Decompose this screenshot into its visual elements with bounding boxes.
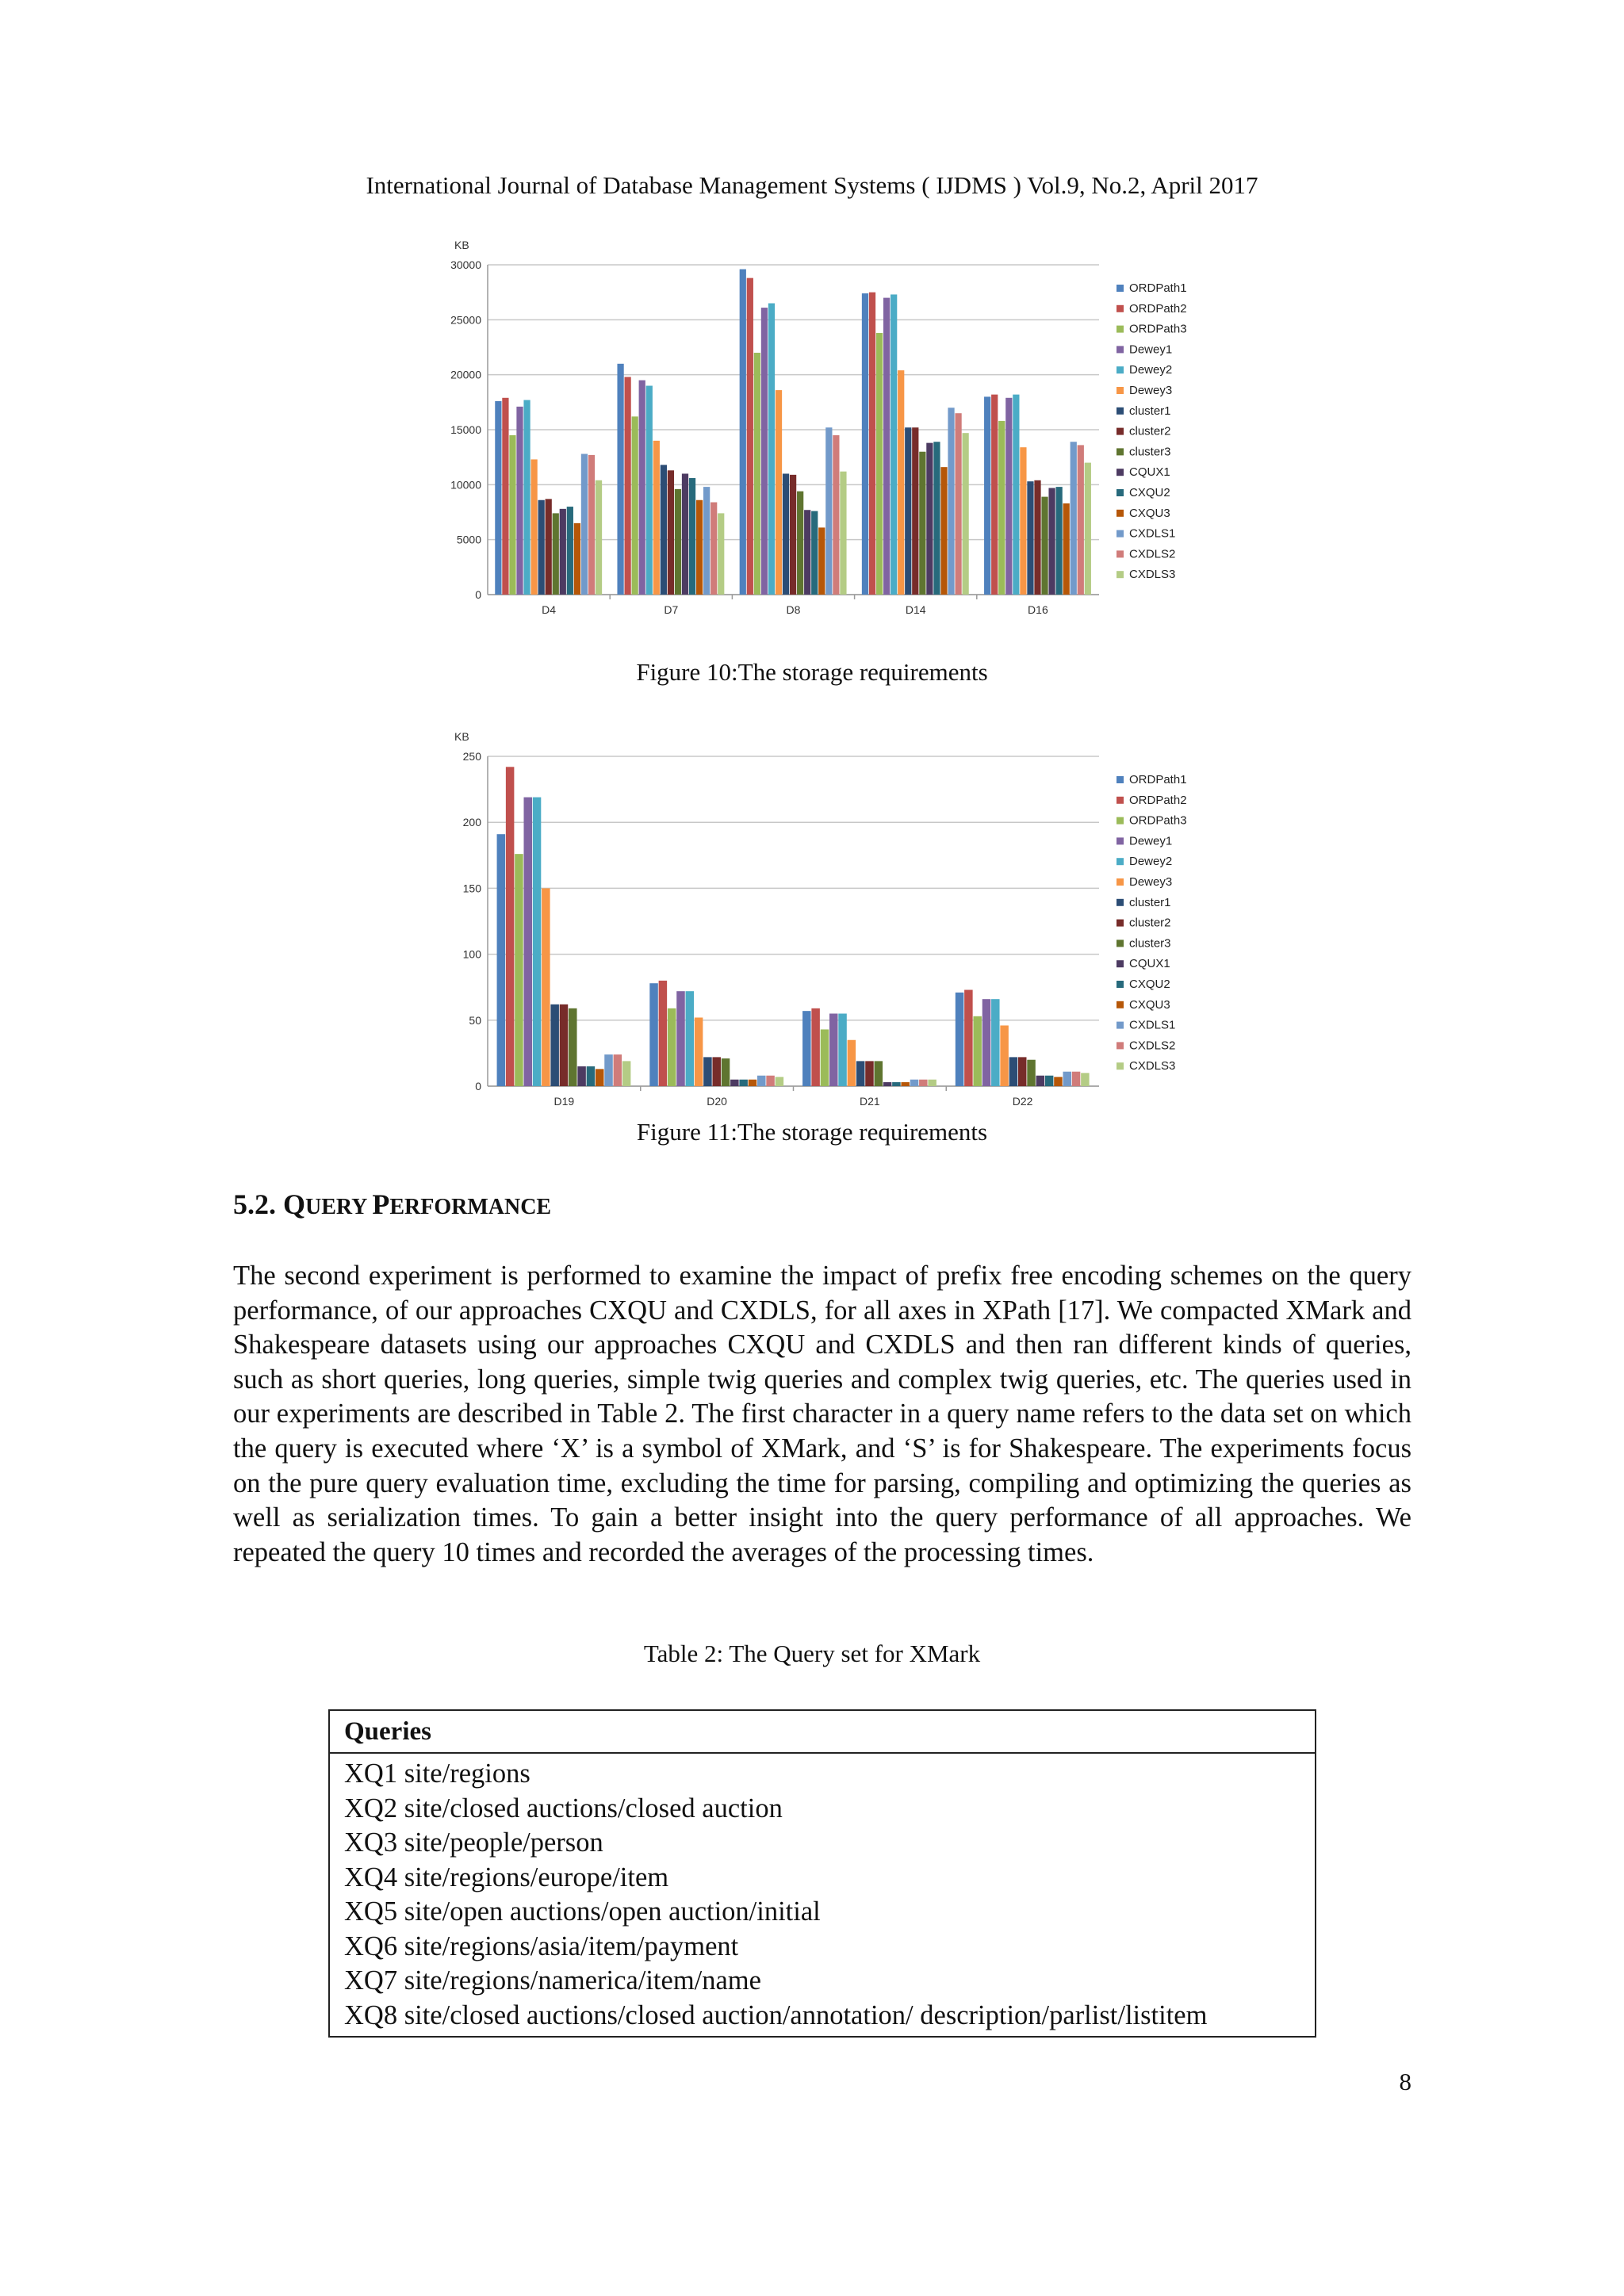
fig10-bar-D8-CXDLS2 bbox=[833, 435, 839, 595]
fig11-bar-D20-ORDPath2 bbox=[659, 981, 668, 1086]
fig10-bar-D14-CXDLS2 bbox=[955, 413, 961, 595]
figure-11-svg bbox=[444, 728, 1205, 1124]
fig10-bar-D16-Dewey2 bbox=[1013, 395, 1019, 595]
fig11-y-tick-label: 250 bbox=[462, 750, 481, 763]
table-caption: Table 2: The Query set for XMark bbox=[643, 1640, 981, 1667]
fig10-legend-swatch-CXDLS3 bbox=[1116, 571, 1124, 578]
fig11-legend-entry-Dewey1: Dewey1 bbox=[1129, 834, 1173, 848]
fig11-bar-D21-ORDPath1 bbox=[802, 1011, 811, 1086]
fig11-legend-swatch-CQUX1 bbox=[1116, 960, 1124, 967]
fig10-bar-D7-Dewey1 bbox=[639, 381, 645, 595]
fig11-bar-D21-cluster3 bbox=[875, 1061, 883, 1086]
fig10-legend-swatch-cluster2 bbox=[1116, 428, 1124, 435]
fig11-legend-entry-cluster1: cluster1 bbox=[1129, 895, 1171, 909]
fig11-legend-entry-CXQU2: CXQU2 bbox=[1129, 978, 1170, 991]
fig11-bar-D22-CXQU3 bbox=[1054, 1077, 1063, 1086]
fig11-bar-D22-cluster1 bbox=[1009, 1057, 1018, 1086]
fig11-bar-D21-ORDPath2 bbox=[811, 1008, 820, 1086]
fig10-bar-D14-Dewey1 bbox=[883, 298, 890, 595]
fig11-bar-D19-Dewey1 bbox=[523, 798, 532, 1086]
fig10-bar-D4-CXQU2 bbox=[567, 507, 573, 595]
fig11-y-unit-label: KB bbox=[454, 730, 469, 743]
fig11-bar-D19-CQUX1 bbox=[577, 1066, 586, 1086]
fig10-x-tick-label: D7 bbox=[664, 603, 679, 616]
fig10-bar-D4-CXDLS1 bbox=[581, 454, 588, 595]
fig10-bar-D4-Dewey1 bbox=[516, 407, 523, 595]
fig10-y-unit-label: KB bbox=[454, 239, 469, 251]
fig11-bar-D19-CXDLS3 bbox=[622, 1061, 631, 1086]
fig10-legend-swatch-ORDPath1 bbox=[1116, 285, 1124, 292]
fig10-legend-entry-cluster3: cluster3 bbox=[1129, 445, 1171, 459]
fig10-bar-D14-cluster3 bbox=[919, 452, 925, 595]
fig10-bar-D16-CXDLS2 bbox=[1078, 445, 1084, 595]
fig10-bar-D16-Dewey3 bbox=[1020, 447, 1026, 595]
fig10-bar-D7-CQUX1 bbox=[682, 473, 688, 595]
figure-11-chart bbox=[444, 728, 1205, 1124]
fig10-bar-D7-CXDLS2 bbox=[710, 503, 717, 595]
fig11-bar-D19-Dewey2 bbox=[533, 798, 542, 1086]
fig10-bar-D4-ORDPath1 bbox=[495, 401, 501, 595]
fig10-legend-entry-Dewey3: Dewey3 bbox=[1129, 384, 1173, 397]
page-number: 8 bbox=[1399, 2068, 1411, 2095]
fig10-bar-D7-CXQU3 bbox=[696, 500, 703, 595]
fig11-bar-D22-CXDLS1 bbox=[1063, 1072, 1072, 1086]
fig10-bar-D8-ORDPath1 bbox=[740, 270, 746, 595]
fig10-x-tick-label: D8 bbox=[786, 603, 801, 616]
fig10-bar-D7-Dewey2 bbox=[646, 386, 653, 595]
fig10-y-tick-label: 25000 bbox=[450, 313, 481, 327]
fig11-bar-D19-ORDPath1 bbox=[497, 834, 506, 1086]
fig10-bar-D8-Dewey3 bbox=[776, 390, 782, 595]
fig11-legend-swatch-CXDLS3 bbox=[1116, 1062, 1124, 1070]
fig11-bar-D21-CXDLS2 bbox=[919, 1080, 928, 1086]
fig11-legend-swatch-CXQU3 bbox=[1116, 1001, 1124, 1008]
fig11-bar-D20-CXDLS3 bbox=[776, 1077, 784, 1086]
fig11-y-tick-label: 100 bbox=[462, 947, 481, 961]
fig11-bar-D20-Dewey3 bbox=[695, 1017, 703, 1086]
fig11-bar-D20-CXQU3 bbox=[749, 1080, 757, 1086]
fig10-bar-D4-Dewey3 bbox=[530, 459, 537, 595]
fig11-bar-D20-CXQU2 bbox=[739, 1080, 748, 1086]
fig10-legend-entry-CXQU2: CXQU2 bbox=[1129, 486, 1170, 499]
fig11-bar-D22-Dewey1 bbox=[982, 999, 991, 1086]
fig11-bar-D21-CXDLS3 bbox=[928, 1080, 936, 1086]
fig11-bar-D19-Dewey3 bbox=[542, 888, 550, 1086]
fig10-x-tick-label: D16 bbox=[1028, 603, 1048, 616]
table-cell: XQ6 site/regions/asia/item/payment bbox=[329, 1930, 1316, 1965]
fig11-bar-D21-Dewey3 bbox=[848, 1040, 856, 1086]
table-row bbox=[329, 1753, 1316, 1792]
fig10-legend-swatch-cluster1 bbox=[1116, 408, 1124, 415]
fig11-legend-entry-CQUX1: CQUX1 bbox=[1129, 957, 1170, 971]
fig11-legend-swatch-CXQU2 bbox=[1116, 981, 1124, 988]
fig10-bar-D14-CXQU3 bbox=[940, 467, 947, 595]
fig10-bar-D14-Dewey2 bbox=[891, 294, 897, 595]
fig11-legend-entry-ORDPath3: ORDPath3 bbox=[1129, 813, 1187, 828]
body-paragraph: The second experiment is performed to examine the impact of prefix free encoding schemes on the query performance, of our approaches CXQU and CXDLS, for all axes in XPath [17]. We compacted XMark and Shakespeare datasets using our approaches CXQU and CXDLS and then ran different kinds of queries, such as short queries, long queries, simple twig queries and complex twig queries, etc. The queries used in our experiments are described in Table 2. The first character in a query name refers to the data set on which the query is executed where ‘X’ is a symbol of XMark, and ‘S’ is for Shakespeare. The experiments focus on the pure query evaluation time, excluding the time for parsing, compiling and optimizing the queries as well as serialization times. To gain a better insight into the query performance of all approaches. We repeated the query 10 times and recorded the averages of the processing times. bbox=[233, 1261, 1411, 1567]
fig10-bar-D4-cluster1 bbox=[538, 500, 545, 595]
fig10-bar-D14-CQUX1 bbox=[926, 443, 933, 595]
fig10-legend-entry-CQUX1: CQUX1 bbox=[1129, 465, 1170, 480]
table-row bbox=[329, 1792, 1316, 1827]
fig10-x-tick-label: D14 bbox=[905, 603, 926, 616]
fig11-y-tick-label: 200 bbox=[462, 816, 481, 829]
fig10-legend-swatch-CXQU2 bbox=[1116, 489, 1124, 496]
fig11-legend-entry-CXDLS1: CXDLS1 bbox=[1129, 1018, 1176, 1032]
fig10-legend-entry-cluster2: cluster2 bbox=[1129, 424, 1171, 438]
fig11-bar-D19-ORDPath2 bbox=[506, 767, 515, 1086]
fig10-bar-D7-CXQU2 bbox=[689, 478, 695, 595]
fig10-bar-D8-cluster3 bbox=[797, 492, 803, 595]
fig11-legend-swatch-ORDPath1 bbox=[1116, 776, 1124, 783]
fig10-bar-D4-CXDLS2 bbox=[588, 455, 595, 595]
fig10-bar-D7-CXDLS1 bbox=[703, 487, 710, 595]
fig10-x-tick-label: D4 bbox=[542, 603, 557, 616]
query-table bbox=[328, 1709, 1316, 2038]
fig10-y-tick-label: 0 bbox=[475, 588, 481, 601]
fig10-bar-D8-CXDLS1 bbox=[825, 427, 832, 595]
fig10-legend-swatch-Dewey1 bbox=[1116, 346, 1124, 353]
fig11-bar-D20-CXDLS1 bbox=[757, 1076, 766, 1086]
fig11-x-tick-label: D22 bbox=[1012, 1095, 1033, 1108]
fig10-legend-entry-cluster1: cluster1 bbox=[1129, 404, 1171, 418]
fig10-bar-D14-ORDPath3 bbox=[876, 333, 883, 595]
fig10-bar-D8-ORDPath3 bbox=[754, 353, 760, 595]
fig11-legend-swatch-cluster2 bbox=[1116, 920, 1124, 927]
fig11-bar-D20-ORDPath3 bbox=[668, 1008, 676, 1086]
fig11-legend-swatch-cluster3 bbox=[1116, 939, 1124, 947]
fig10-bar-D14-cluster1 bbox=[905, 427, 911, 595]
fig10-bar-D14-CXDLS3 bbox=[963, 433, 969, 595]
fig11-legend-entry-CXQU3: CXQU3 bbox=[1129, 997, 1170, 1012]
fig10-bar-D4-ORDPath2 bbox=[502, 398, 508, 595]
fig11-bar-D20-ORDPath1 bbox=[649, 983, 658, 1086]
fig11-legend-entry-CXDLS2: CXDLS2 bbox=[1129, 1039, 1176, 1053]
fig10-bar-D8-CQUX1 bbox=[804, 510, 810, 595]
fig11-legend-swatch-cluster1 bbox=[1116, 899, 1124, 906]
fig10-bar-D14-Dewey3 bbox=[898, 370, 904, 595]
fig10-bar-D16-ORDPath1 bbox=[984, 396, 990, 595]
figure-10-svg bbox=[444, 236, 1205, 633]
fig11-bar-D22-CXDLS2 bbox=[1072, 1072, 1081, 1086]
fig10-bar-D7-cluster2 bbox=[668, 470, 674, 595]
table-row bbox=[329, 1895, 1316, 1930]
fig10-y-tick-label: 10000 bbox=[450, 478, 481, 492]
fig11-bar-D19-cluster3 bbox=[569, 1008, 577, 1086]
table-cell: XQ1 site/regions bbox=[329, 1753, 1316, 1792]
fig11-bar-D21-CQUX1 bbox=[883, 1082, 892, 1086]
table-cell: XQ8 site/closed auctions/closed auction/annotation/ description/parlist/listitem bbox=[329, 1999, 1316, 2038]
fig11-bar-D21-Dewey2 bbox=[838, 1013, 847, 1086]
fig10-bar-D7-ORDPath1 bbox=[617, 364, 623, 595]
fig10-bar-D4-Dewey2 bbox=[523, 400, 530, 595]
fig10-bar-D8-CXQU2 bbox=[811, 511, 818, 595]
fig10-bar-D4-CXDLS3 bbox=[596, 480, 602, 595]
fig11-bar-D21-CXDLS1 bbox=[910, 1080, 919, 1086]
fig11-y-tick-label: 0 bbox=[475, 1080, 481, 1093]
fig10-bar-D4-CQUX1 bbox=[560, 509, 566, 595]
section-title-q: Q bbox=[283, 1188, 306, 1220]
section-title-uery: UERY bbox=[305, 1195, 373, 1219]
fig10-legend-swatch-ORDPath3 bbox=[1116, 326, 1124, 333]
fig11-legend-entry-ORDPath2: ORDPath2 bbox=[1129, 793, 1187, 807]
running-header: International Journal of Database Management Systems ( IJDMS ) Vol.9, No.2, April 2017 bbox=[366, 171, 1258, 199]
fig11-bar-D19-CXDLS2 bbox=[614, 1054, 622, 1086]
fig11-legend-entry-ORDPath1: ORDPath1 bbox=[1129, 773, 1187, 786]
figure-11-caption: Figure 11:The storage requirements bbox=[636, 1118, 988, 1146]
fig10-legend-entry-ORDPath3: ORDPath3 bbox=[1129, 322, 1187, 336]
fig10-legend-swatch-cluster3 bbox=[1116, 448, 1124, 455]
fig10-bar-D8-cluster1 bbox=[783, 473, 789, 595]
fig11-y-tick-label: 50 bbox=[469, 1013, 481, 1027]
fig11-bar-D20-Dewey2 bbox=[686, 991, 695, 1086]
fig10-bar-D8-CXDLS3 bbox=[840, 472, 846, 595]
section-title-erformance: ERFORMANCE bbox=[389, 1195, 552, 1219]
fig10-bar-D7-CXDLS3 bbox=[718, 513, 724, 595]
fig11-x-tick-label: D19 bbox=[553, 1095, 575, 1108]
fig11-bar-D22-ORDPath3 bbox=[973, 1016, 982, 1086]
fig10-bar-D8-CXQU3 bbox=[818, 527, 825, 595]
section-number: 5.2. bbox=[233, 1188, 283, 1220]
fig11-bar-D19-ORDPath3 bbox=[515, 854, 523, 1086]
fig10-legend-swatch-Dewey2 bbox=[1116, 366, 1124, 373]
fig10-bar-D4-cluster2 bbox=[546, 499, 552, 595]
fig11-bar-D19-cluster1 bbox=[550, 1004, 559, 1086]
fig11-bar-D21-CXQU2 bbox=[892, 1082, 901, 1086]
fig11-bar-D20-cluster1 bbox=[703, 1057, 712, 1086]
fig10-legend-entry-CXDLS2: CXDLS2 bbox=[1129, 547, 1176, 561]
fig10-legend-entry-ORDPath2: ORDPath2 bbox=[1129, 301, 1187, 316]
fig10-bar-D14-ORDPath2 bbox=[869, 293, 875, 595]
figure-10-chart bbox=[444, 236, 1205, 633]
fig10-bar-D16-Dewey1 bbox=[1005, 398, 1012, 595]
fig11-bar-D22-CQUX1 bbox=[1036, 1076, 1045, 1086]
fig10-bar-D16-CXQU2 bbox=[1056, 487, 1063, 595]
table-cell: XQ4 site/regions/europe/item bbox=[329, 1861, 1316, 1896]
fig10-legend-swatch-CXQU3 bbox=[1116, 510, 1124, 517]
section-title-p: P bbox=[372, 1188, 390, 1220]
fig11-bar-D20-CXDLS2 bbox=[766, 1076, 775, 1086]
fig11-bar-D19-cluster2 bbox=[560, 1004, 569, 1086]
fig11-bar-D20-cluster3 bbox=[722, 1058, 730, 1086]
section-heading bbox=[233, 1188, 551, 1221]
fig11-bar-D19-CXQU2 bbox=[587, 1066, 596, 1086]
fig10-bar-D16-cluster3 bbox=[1041, 497, 1048, 595]
fig11-legend-swatch-Dewey3 bbox=[1116, 878, 1124, 886]
fig10-bar-D8-ORDPath2 bbox=[747, 278, 753, 595]
fig10-legend-swatch-Dewey3 bbox=[1116, 387, 1124, 394]
fig11-x-tick-label: D21 bbox=[860, 1095, 880, 1108]
fig11-legend-entry-CXDLS3: CXDLS3 bbox=[1129, 1059, 1176, 1073]
fig10-legend-entry-Dewey2: Dewey2 bbox=[1129, 363, 1173, 377]
fig10-y-tick-label: 15000 bbox=[450, 423, 481, 436]
fig10-legend-entry-CXDLS1: CXDLS1 bbox=[1129, 526, 1176, 541]
fig11-bar-D22-ORDPath1 bbox=[956, 993, 964, 1086]
fig11-bar-D22-cluster2 bbox=[1018, 1057, 1027, 1086]
fig10-bar-D7-ORDPath3 bbox=[632, 416, 638, 595]
table-row bbox=[329, 1930, 1316, 1965]
fig10-bar-D7-cluster1 bbox=[661, 465, 667, 595]
fig10-legend-swatch-CQUX1 bbox=[1116, 469, 1124, 476]
table-cell: XQ5 site/open auctions/open auction/initial bbox=[329, 1895, 1316, 1930]
fig10-bar-D7-cluster3 bbox=[675, 489, 681, 595]
fig10-bar-D14-CXQU2 bbox=[933, 442, 940, 595]
fig11-legend-swatch-Dewey2 bbox=[1116, 858, 1124, 865]
fig10-bar-D4-ORDPath3 bbox=[509, 435, 515, 595]
fig10-bar-D16-ORDPath3 bbox=[998, 421, 1005, 595]
fig11-bar-D22-Dewey2 bbox=[991, 999, 1000, 1086]
fig11-bar-D22-CXQU2 bbox=[1045, 1076, 1054, 1086]
fig11-legend-swatch-CXDLS2 bbox=[1116, 1042, 1124, 1049]
fig10-bar-D14-cluster2 bbox=[912, 427, 918, 595]
fig10-bar-D8-cluster2 bbox=[790, 475, 796, 595]
fig11-bar-D20-CQUX1 bbox=[730, 1080, 739, 1086]
fig10-y-tick-label: 30000 bbox=[450, 258, 481, 271]
fig10-legend-swatch-CXDLS2 bbox=[1116, 550, 1124, 557]
fig11-y-tick-label: 150 bbox=[462, 882, 481, 895]
fig11-legend-entry-Dewey3: Dewey3 bbox=[1129, 875, 1173, 889]
fig10-legend-entry-Dewey1: Dewey1 bbox=[1129, 342, 1173, 357]
fig11-bar-D19-CXDLS1 bbox=[604, 1054, 613, 1086]
fig11-bar-D21-cluster1 bbox=[856, 1061, 865, 1086]
fig11-legend-swatch-ORDPath2 bbox=[1116, 797, 1124, 804]
fig10-legend-swatch-CXDLS1 bbox=[1116, 530, 1124, 538]
fig10-bar-D16-ORDPath2 bbox=[991, 395, 998, 595]
fig10-bar-D16-CXQU3 bbox=[1063, 503, 1070, 595]
fig11-bar-D22-CXDLS3 bbox=[1081, 1073, 1090, 1086]
fig10-legend-entry-ORDPath1: ORDPath1 bbox=[1129, 281, 1187, 295]
fig10-bar-D16-cluster1 bbox=[1027, 481, 1033, 595]
table-cell: XQ3 site/people/person bbox=[329, 1826, 1316, 1861]
fig10-legend-swatch-ORDPath2 bbox=[1116, 305, 1124, 312]
fig11-bar-D21-ORDPath3 bbox=[821, 1029, 829, 1086]
table-cell: XQ2 site/closed auctions/closed auction bbox=[329, 1792, 1316, 1827]
fig11-bar-D22-ORDPath2 bbox=[964, 990, 973, 1086]
fig11-bar-D21-cluster2 bbox=[865, 1061, 874, 1086]
table-row bbox=[329, 1999, 1316, 2038]
fig11-bar-D22-Dewey3 bbox=[1000, 1025, 1009, 1086]
fig10-legend-entry-CXQU3: CXQU3 bbox=[1129, 506, 1170, 520]
fig11-legend-entry-Dewey2: Dewey2 bbox=[1129, 855, 1173, 869]
fig11-bar-D20-cluster2 bbox=[712, 1057, 721, 1086]
table-row bbox=[329, 1826, 1316, 1861]
fig11-bar-D22-cluster3 bbox=[1027, 1060, 1036, 1086]
fig11-bar-D20-Dewey1 bbox=[676, 991, 685, 1086]
fig10-y-tick-label: 20000 bbox=[450, 368, 481, 381]
fig10-bar-D8-Dewey2 bbox=[768, 304, 775, 595]
fig11-legend-swatch-CXDLS1 bbox=[1116, 1022, 1124, 1029]
fig11-bar-D21-CXQU3 bbox=[901, 1082, 910, 1086]
fig10-bar-D4-CXQU3 bbox=[574, 523, 580, 595]
fig11-x-tick-label: D20 bbox=[707, 1095, 727, 1108]
table-row bbox=[329, 1964, 1316, 1999]
fig10-bar-D7-ORDPath2 bbox=[624, 377, 630, 595]
figure-10-caption: Figure 10:The storage requirements bbox=[636, 658, 988, 686]
fig10-bar-D16-cluster2 bbox=[1034, 480, 1040, 595]
fig11-legend-swatch-ORDPath3 bbox=[1116, 817, 1124, 825]
fig10-bar-D16-CXDLS3 bbox=[1085, 463, 1091, 595]
fig10-bar-D7-Dewey3 bbox=[653, 441, 660, 595]
table-header-row bbox=[329, 1710, 1316, 1753]
fig10-bar-D14-CXDLS1 bbox=[948, 408, 954, 595]
fig11-legend-swatch-Dewey1 bbox=[1116, 837, 1124, 844]
fig11-legend-entry-cluster3: cluster3 bbox=[1129, 936, 1171, 951]
fig10-legend-entry-CXDLS3: CXDLS3 bbox=[1129, 568, 1176, 582]
fig10-bar-D8-Dewey1 bbox=[761, 308, 768, 595]
fig10-bar-D14-ORDPath1 bbox=[862, 293, 868, 595]
fig11-bar-D19-CXQU3 bbox=[596, 1069, 604, 1086]
fig11-legend-entry-cluster2: cluster2 bbox=[1129, 916, 1171, 930]
fig10-bar-D16-CQUX1 bbox=[1048, 488, 1055, 595]
table-header-cell: Queries bbox=[329, 1710, 1316, 1753]
table-row bbox=[329, 1861, 1316, 1896]
fig10-bar-D4-cluster3 bbox=[553, 513, 559, 595]
fig11-bar-D21-Dewey1 bbox=[829, 1013, 838, 1086]
table-cell: XQ7 site/regions/namerica/item/name bbox=[329, 1964, 1316, 1999]
fig10-bar-D16-CXDLS1 bbox=[1071, 442, 1077, 595]
fig10-y-tick-label: 5000 bbox=[456, 533, 481, 546]
